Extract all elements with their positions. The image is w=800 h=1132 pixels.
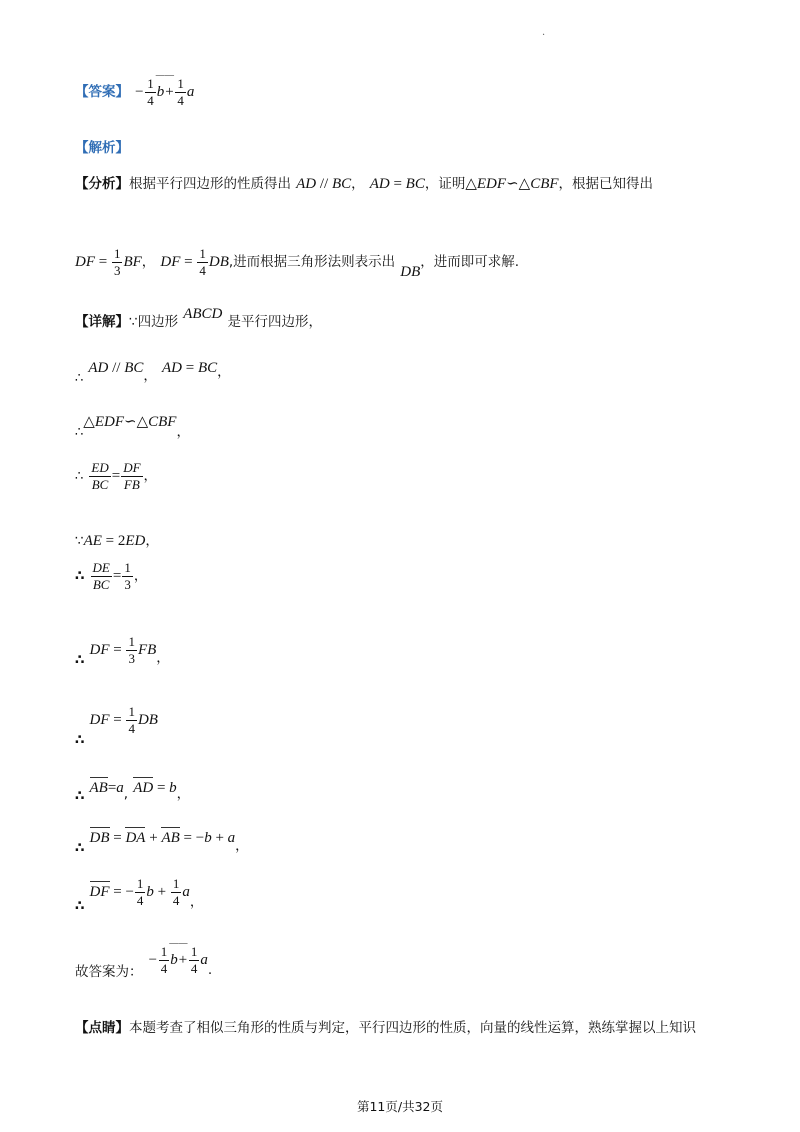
- therefore-symbol: ∴: [75, 651, 85, 668]
- comma: ,: [123, 786, 129, 802]
- formula-ae-2ed: AE = 2ED: [83, 533, 146, 549]
- detail-line-3: [75, 410, 190, 440]
- analysis-paragraph-1: [75, 172, 653, 193]
- formula-df-quarter-db: DF = $\frac{1}{4}$ DB: [160, 246, 229, 278]
- comma: ，: [176, 786, 191, 802]
- comma: ，: [133, 567, 148, 584]
- page-number: 第11页/共32页: [356, 1099, 444, 1114]
- comma: ，: [351, 176, 365, 192]
- fenxi-text-3: ，根据已知得出: [558, 176, 654, 192]
- therefore-symbol: ∴: [75, 731, 85, 748]
- therefore-symbol: ∴: [75, 567, 85, 584]
- formula-vector-ad-b: AD = b: [133, 780, 177, 796]
- analysis-label: 【解析】: [75, 140, 129, 156]
- detail-line-11: [75, 876, 204, 914]
- formula-similar-triangles-2: △EDF∽△CBF: [83, 414, 177, 430]
- therefore-symbol: ∴: [75, 840, 85, 856]
- fenxi-text-1: 根据平行四边形的性质得出: [129, 176, 291, 192]
- formula-similar-triangles: △EDF∽△CBF: [465, 176, 559, 192]
- answer-expression: − $\frac{1}{4}$ — — b+ $\frac{1}{4}$ a: [134, 84, 194, 100]
- final-answer-line: [75, 944, 213, 980]
- top-mark: ·: [542, 30, 546, 41]
- period: .: [207, 961, 213, 978]
- dianjing-text: 本题考查了相似三角形的性质与判定，平行四边形的性质，向量的线性运算，熟练掌握以上知识: [129, 1020, 696, 1036]
- formula-abcd: ABCD: [183, 306, 223, 322]
- comma: ，: [143, 467, 158, 484]
- final-answer-expression: − $\frac{1}{4}$ — — b+ $\frac{1}{4}$ a: [148, 952, 208, 968]
- is-parallelogram-text: 是平行四边形，: [227, 314, 322, 330]
- formula-ratio-ed-bc: $\frac{ED}{BC}$ = $\frac{DF}{FB}$: [91, 460, 141, 492]
- formula-vector-db: DB: [400, 263, 421, 280]
- comma: ，: [176, 424, 190, 440]
- detail-line-5: [75, 529, 159, 550]
- detail-line-6: [75, 560, 147, 593]
- therefore-symbol: ∴: [75, 897, 85, 914]
- detail-line-8: [75, 704, 158, 748]
- formula-ad-eq-bc: AD = BC: [369, 176, 425, 192]
- xiangjie-label: 【详解】: [75, 314, 129, 330]
- comment-line: [75, 1016, 696, 1036]
- therefore-symbol: ∴: [75, 425, 84, 440]
- comma: ，: [156, 649, 170, 666]
- detail-line-7: [75, 634, 170, 667]
- therefore-symbol: ∴: [75, 371, 84, 386]
- final-answer-label: 故答案为：: [75, 963, 143, 980]
- detail-line-4: [75, 460, 157, 493]
- because-symbol: ∵: [129, 314, 138, 330]
- formula-vector-ab-a: AB=a: [89, 780, 124, 796]
- therefore-symbol: ∴: [75, 468, 84, 484]
- formula-df-quarter-db-2: DF = $\frac{1}{4}$ DB: [89, 704, 158, 736]
- formula-ad-parallel-bc-2: AD // BC: [88, 360, 144, 376]
- detail-line-10: [75, 826, 249, 856]
- dianjing-label: 【点睛】: [75, 1020, 129, 1036]
- fenxi-text-5: ，进而即可求解.: [420, 253, 520, 270]
- answer-label: 【答案】: [75, 83, 129, 100]
- comma: ，: [217, 364, 231, 380]
- formula-ad-eq-bc-2: AD = BC: [161, 360, 218, 376]
- because-symbol: ∵: [75, 533, 84, 549]
- fenxi-label: 【分析】: [75, 176, 129, 192]
- comma: ，: [189, 893, 204, 910]
- analysis-paragraph-2: [75, 246, 519, 279]
- formula-vector-df-result: DF = − $\frac{1}{4}$ b + $\frac{1}{4}$ a: [89, 876, 190, 908]
- detail-line-9: [75, 776, 191, 804]
- detail-line-2: [75, 356, 231, 386]
- fenxi-text-4: 进而根据三角形法则表示出: [233, 253, 396, 270]
- comma: ，: [235, 838, 249, 854]
- fenxi-text-2: ，证明: [424, 176, 466, 192]
- therefore-symbol: ∴: [75, 788, 85, 804]
- detail-line-1: [75, 306, 322, 331]
- formula-df-third-fb: DF = $\frac{1}{3}$ FB: [89, 634, 157, 666]
- comma: ，: [145, 533, 159, 549]
- answer-line: [75, 76, 194, 109]
- formula-df-third-bf: DF = $\frac{1}{3}$ BF: [75, 246, 142, 278]
- formula-ad-parallel-bc: AD // BC: [296, 176, 352, 192]
- formula-vector-db-sum: DB = DA + AB = −b + a: [89, 830, 236, 846]
- quadrilateral-text: 四边形: [137, 314, 179, 330]
- fenxi-text-4-comma: ,: [228, 253, 234, 270]
- comma: ，: [143, 368, 157, 384]
- comma: ，: [141, 253, 156, 270]
- formula-ratio-de-bc: $\frac{DE}{BC}$ = $\frac{1}{3}$: [92, 560, 131, 592]
